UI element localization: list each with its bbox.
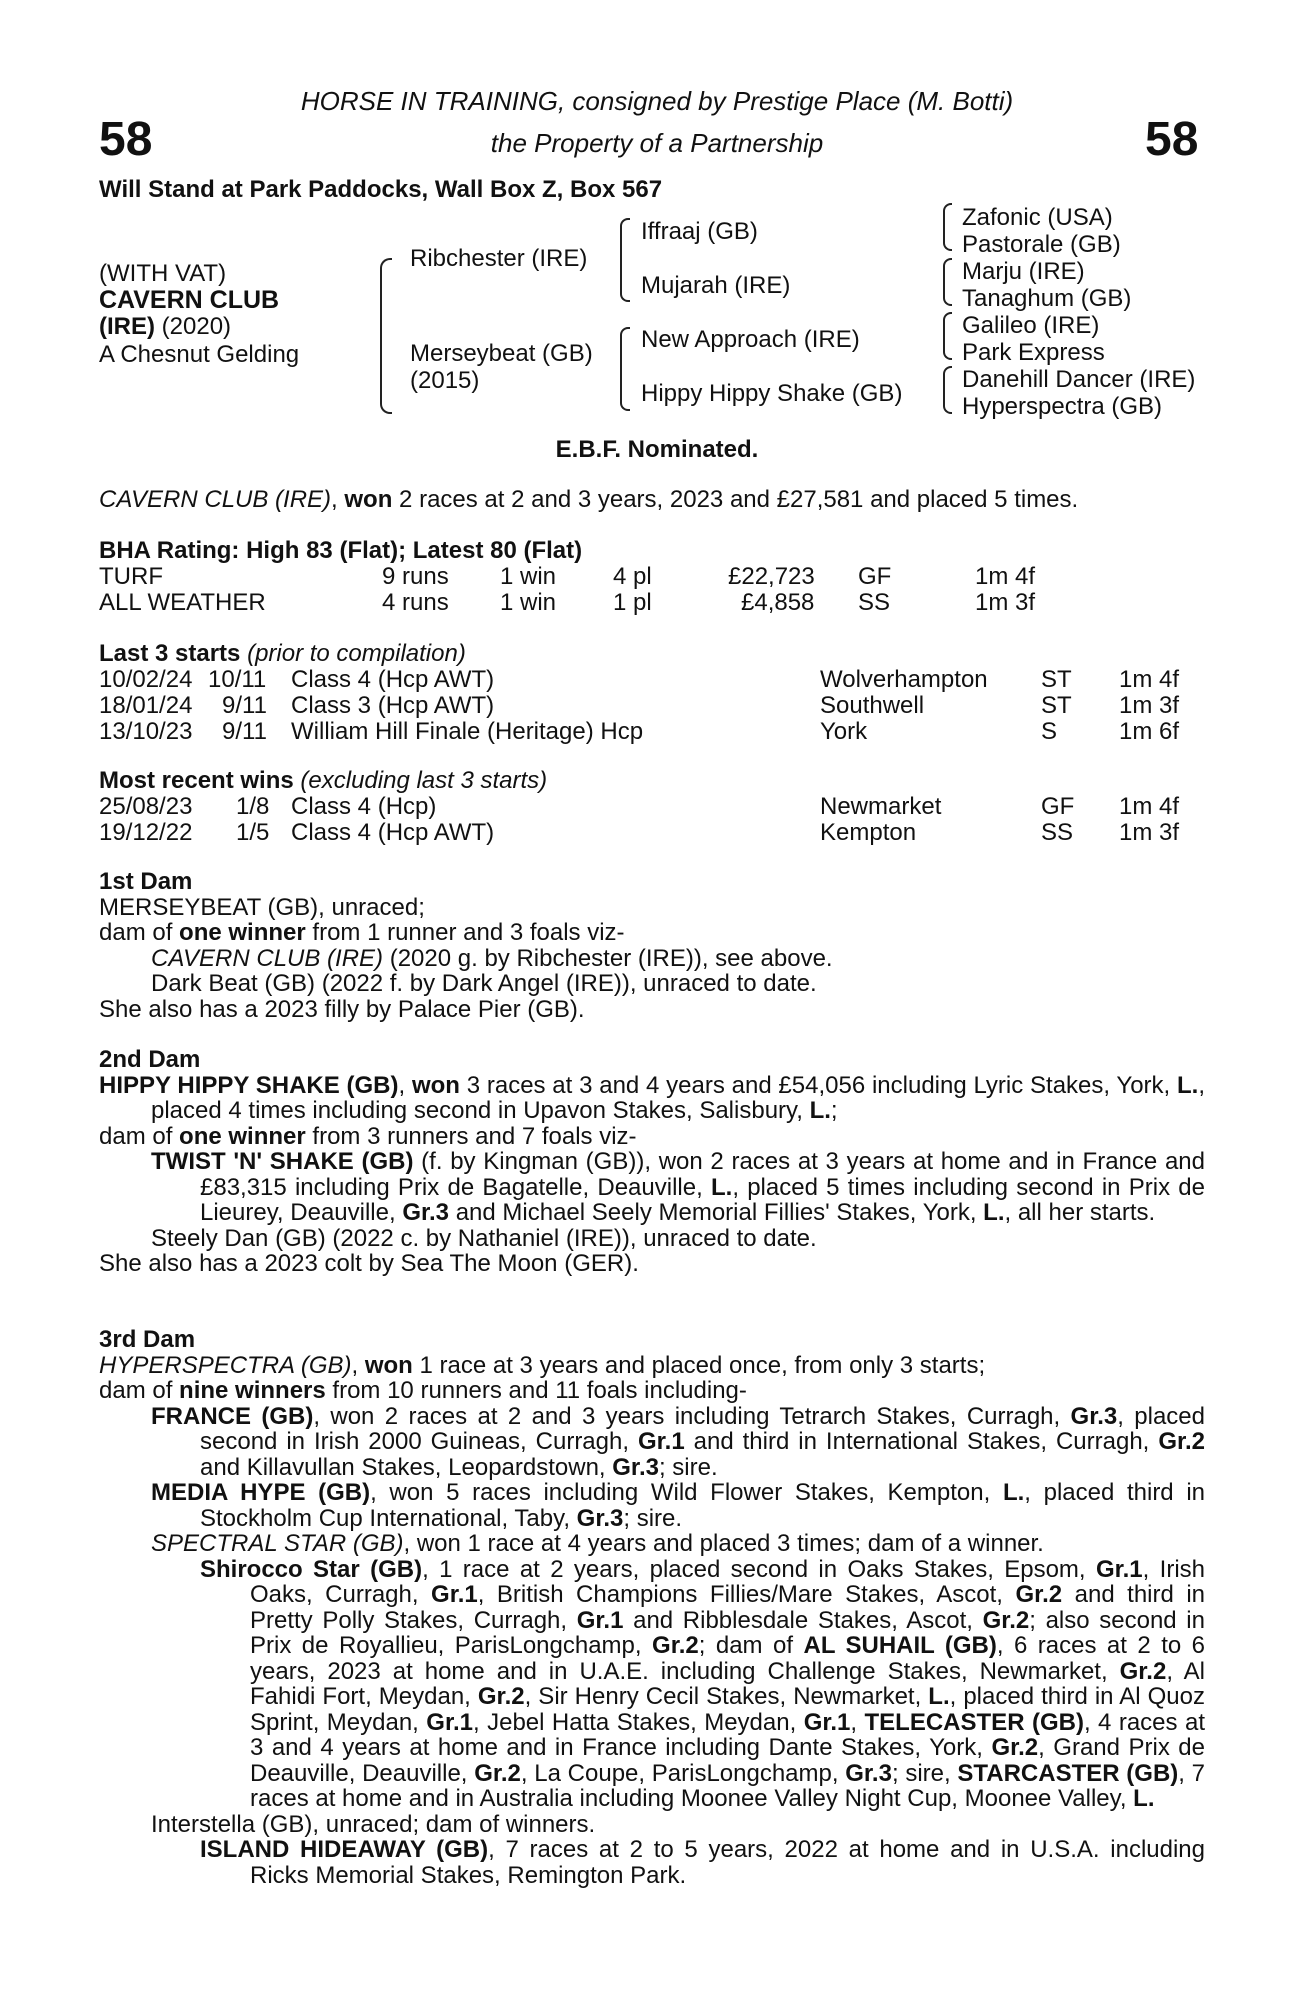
pedigree-brace-g1	[943, 203, 952, 251]
text: HYPERSPECTRA (GB)	[99, 1351, 352, 1379]
produce-item: Interstella (GB), unraced; dam of winners.	[151, 1810, 596, 1838]
text: L.	[1133, 1785, 1155, 1812]
pedigree-g4: Tanaghum (GB)	[962, 285, 1132, 312]
text: , won 2 races at 2 and 3 years including Tetrarch Stakes, Curragh,	[313, 1402, 1071, 1430]
text: Gr.2	[982, 1606, 1030, 1634]
win-position: 1/8	[236, 793, 270, 820]
text: , placed 5 times including second in Prix de Lieurey, Deauville,	[200, 1173, 1205, 1226]
text: and third in Pretty Polly Stakes, Curragh,	[250, 1581, 1206, 1634]
pedigree-brace-sire	[620, 218, 630, 302]
produce-item	[99, 1149, 1205, 1226]
text: , British Champions Fillies/Mare Stakes, Ascot,	[477, 1581, 1016, 1608]
win-position: 1/5	[236, 819, 270, 846]
pedigree-brace-main	[380, 258, 392, 414]
text: won	[364, 1351, 413, 1379]
rating-surface: TURF	[99, 563, 163, 590]
rating-prize: £4,858	[741, 589, 815, 616]
start-course: York	[820, 718, 868, 745]
pedigree-g3: Marju (IRE)	[962, 258, 1085, 285]
produce-item	[99, 1531, 1205, 1557]
win-race: Class 4 (Hcp AWT)	[291, 819, 495, 846]
pedigree-dam: Merseybeat (GB)	[410, 340, 593, 367]
vat-note: (WITH VAT)	[99, 260, 227, 287]
rating-surface: ALL WEATHER	[99, 589, 266, 616]
pedigree-brace-g2	[943, 258, 952, 306]
second-dam-title: 2nd Dam	[99, 1046, 201, 1073]
second-dam-section	[99, 1047, 1205, 1277]
text: Gr.2	[652, 1632, 699, 1659]
text: Gr.3	[1070, 1402, 1118, 1430]
text: , Jebel Hatta Stakes, Meydan,	[473, 1708, 804, 1736]
start-distance: 1m 6f	[1119, 718, 1180, 745]
text: STARCASTER (GB)	[957, 1759, 1179, 1787]
text: Gr.1	[637, 1428, 685, 1455]
start-race: Class 4 (Hcp AWT)	[291, 666, 495, 693]
text: Gr.2	[477, 1683, 525, 1710]
text: (2020 g. by Ribchester (IRE)), see above.	[383, 944, 833, 972]
second-dam-record	[99, 1073, 1205, 1124]
text: Gr.1	[431, 1581, 478, 1608]
produce-item	[99, 946, 1205, 972]
text: , La Coupe, ParisLongchamp,	[520, 1759, 846, 1787]
text: Gr.2	[991, 1734, 1039, 1761]
lot-number-left: 58	[99, 113, 153, 166]
win-course: Newmarket	[820, 793, 942, 820]
rating-runs: 9 runs	[382, 563, 449, 590]
text: , won 1 race at 4 years and placed 3 times; dam of a winner.	[403, 1530, 1044, 1557]
start-going: S	[1041, 718, 1058, 745]
rating-going: GF	[858, 563, 892, 590]
text: ; sire.	[658, 1453, 718, 1481]
text: ; also second in Prix de Royallieu, ParisLongchamp,	[250, 1606, 1205, 1659]
text: AL SUHAIL (GB)	[803, 1632, 997, 1659]
rating-distance: 1m 4f	[975, 563, 1036, 590]
start-position: 9/11	[222, 692, 267, 719]
text: SPECTRAL STAR (GB)	[151, 1530, 404, 1557]
bha-rating-title: BHA Rating: High 83 (Flat); Latest 80 (Flat)	[99, 537, 583, 564]
start-race: William Hill Finale (Heritage) Hcp	[291, 718, 644, 745]
text: L.	[928, 1683, 950, 1710]
recent-heading	[99, 767, 547, 795]
pedigree-g8: Hyperspectra (GB)	[962, 393, 1163, 420]
stand-location: Will Stand at Park Paddocks, Wall Box Z, Box 567	[99, 176, 663, 203]
text: Gr.1	[576, 1606, 624, 1634]
text: from 3 runners and 7 foals viz-	[305, 1122, 637, 1150]
produce-item	[99, 1480, 1205, 1531]
race-summary: CAVERN CLUB (IRE), won 2 races at 2 and 3 years, 2023 and £27,581 and placed 5 times.	[99, 486, 1079, 513]
pedigree-dam-sire: New Approach (IRE)	[641, 326, 860, 353]
text: TELECASTER (GB)	[864, 1708, 1084, 1736]
produce-item	[99, 1557, 1205, 1812]
text: and Michael Seely Memorial Fillies' Stakes, York,	[449, 1199, 984, 1226]
text: Gr.3	[402, 1199, 450, 1226]
recent-title: Most recent wins	[99, 767, 294, 794]
text: , placed second in Irish 2000 Guineas, Curragh,	[200, 1402, 1205, 1455]
pedigree-sire: Ribchester (IRE)	[410, 245, 588, 272]
text: L.	[983, 1199, 1005, 1226]
text: L.	[809, 1097, 831, 1124]
pedigree-dam-year: (2015)	[410, 367, 480, 394]
text: dam of	[99, 1122, 180, 1150]
start-date: 13/10/23	[99, 718, 193, 745]
pedigree-dam-dam: Hippy Hippy Shake (GB)	[641, 380, 903, 407]
pedigree-brace-dam	[620, 327, 630, 411]
text: ; sire.	[623, 1504, 683, 1532]
text: Shirocco Star (GB)	[200, 1555, 423, 1583]
first-dam-produce	[99, 920, 1205, 946]
horse-origin	[99, 313, 231, 341]
produce-item	[99, 1404, 1205, 1481]
pedigree-sire-sire: Iffraaj (GB)	[641, 218, 758, 245]
text: L.	[1002, 1479, 1025, 1506]
start-going: ST	[1041, 666, 1072, 693]
pedigree-g6: Park Express	[962, 339, 1105, 366]
text: TWIST 'N' SHAKE (GB)	[151, 1148, 414, 1175]
start-distance: 1m 3f	[1119, 692, 1180, 719]
win-distance: 1m 3f	[1119, 819, 1180, 846]
text: , Al Fahidi Fort, Meydan,	[250, 1657, 1205, 1710]
text: ,	[398, 1071, 412, 1099]
start-race: Class 3 (Hcp AWT)	[291, 692, 495, 719]
text: , 1 race at 2 years, placed second in Oaks Stakes, Epsom,	[422, 1555, 1096, 1583]
start-position: 9/11	[222, 718, 267, 745]
text: 1 race at 3 years and placed once, from only 3 starts;	[412, 1351, 986, 1379]
first-dam-note: She also has a 2023 filly by Palace Pier (GB).	[99, 995, 585, 1023]
text: , won 5 races including Wild Flower Stakes, Kempton,	[370, 1479, 1003, 1506]
text: L.	[1177, 1071, 1199, 1099]
text: dam of	[99, 919, 180, 946]
text: , 4 races at 3 and 4 years at home and in France including Dante Stakes, York,	[250, 1708, 1205, 1761]
text: won	[411, 1071, 460, 1099]
first-dam-name: MERSEYBEAT (GB), unraced;	[99, 893, 425, 921]
rating-distance: 1m 3f	[975, 589, 1036, 616]
text: , Grand Prix de Deauville, Deauville,	[250, 1734, 1206, 1787]
second-dam-produce	[99, 1124, 1205, 1150]
pedigree-g7: Danehill Dancer (IRE)	[962, 366, 1196, 393]
pedigree-g1: Zafonic (USA)	[962, 204, 1113, 231]
text: dam of	[99, 1377, 180, 1404]
text: one winner	[179, 1122, 306, 1150]
third-dam-record	[99, 1353, 1205, 1379]
start-position: 10/11	[208, 666, 267, 693]
recent-note: (excluding last 3 starts)	[300, 767, 548, 794]
text: Gr.2	[1158, 1428, 1206, 1455]
text: ISLAND HIDEAWAY (GB)	[200, 1836, 489, 1863]
text: , placed third in Al Quoz Sprint, Meydan,	[250, 1683, 1205, 1736]
summary-horse: CAVERN CLUB (IRE)	[99, 486, 332, 513]
text: Gr.1	[803, 1708, 851, 1736]
text: , 7 races at 2 to 5 years, 2022 at home and in U.S.A. including Ricks Memorial Stakes, Remington Park.	[250, 1836, 1206, 1889]
text: Gr.3	[845, 1759, 892, 1787]
horse-description: A Chesnut Gelding	[99, 341, 300, 368]
text: Gr.3	[576, 1504, 624, 1532]
start-distance: 1m 4f	[1119, 666, 1180, 693]
produce-item: Steely Dan (GB) (2022 c. by Nathaniel (IRE)), unraced to date.	[151, 1224, 817, 1252]
horse-year: (2020)	[161, 313, 232, 340]
second-dam-note: She also has a 2023 colt by Sea The Moon (GER).	[99, 1250, 639, 1277]
rating-wins: 1 win	[500, 589, 557, 616]
pedigree-brace-g3	[943, 312, 952, 360]
produce-item	[99, 1837, 1205, 1888]
pedigree-g5: Galileo (IRE)	[962, 312, 1100, 339]
pedigree-sire-dam: Mujarah (IRE)	[641, 272, 791, 299]
text: Gr.2	[474, 1759, 521, 1787]
horse-country: (IRE)	[99, 313, 155, 340]
text: and Killavullan Stakes, Leopardstown,	[200, 1453, 613, 1481]
last3-note: (prior to compilation)	[247, 640, 466, 667]
text: CAVERN CLUB (IRE)	[151, 944, 384, 972]
win-date: 19/12/22	[99, 819, 193, 846]
text: , Irish Oaks, Curragh,	[250, 1555, 1205, 1608]
text: and third in International Stakes, Curragh,	[684, 1428, 1159, 1455]
rating-going: SS	[858, 589, 891, 616]
text: ,	[850, 1708, 865, 1736]
win-going: GF	[1041, 793, 1075, 820]
start-date: 18/01/24	[99, 692, 193, 719]
third-dam-title: 3rd Dam	[99, 1326, 196, 1353]
third-dam-produce	[99, 1378, 1205, 1404]
text: (f. by Kingman (GB)), won 2 races at 3 years at home and in France and £83,315 including Prix de Bagatelle, Deauville,	[200, 1148, 1205, 1201]
horse-name: CAVERN CLUB	[99, 286, 280, 314]
last3-heading	[99, 640, 466, 668]
pedigree-g2: Pastorale (GB)	[962, 231, 1121, 258]
start-course: Wolverhampton	[820, 666, 988, 693]
text: Gr.2	[1015, 1581, 1063, 1608]
win-going: SS	[1041, 819, 1074, 846]
text: ;	[830, 1097, 838, 1124]
text: nine winners	[179, 1377, 326, 1404]
rating-wins: 1 win	[500, 563, 557, 590]
win-date: 25/08/23	[99, 793, 193, 820]
rating-placed: 1 pl	[613, 589, 652, 616]
text: L.	[710, 1173, 733, 1201]
text: HIPPY HIPPY SHAKE (GB)	[99, 1071, 399, 1099]
rating-placed: 4 pl	[613, 563, 652, 590]
text: , placed third in Stockholm Cup International, Taby,	[200, 1479, 1205, 1532]
consignor-line: HORSE IN TRAINING, consigned by Prestige Place (M. Botti)	[300, 86, 1014, 116]
first-dam-section	[99, 869, 1205, 1022]
text: ; dam of	[698, 1632, 804, 1659]
rating-runs: 4 runs	[382, 589, 449, 616]
win-course: Kempton	[820, 819, 917, 846]
property-line: the Property of a Partnership	[490, 128, 824, 158]
summary-text: 2 races at 2 and 3 years, 2023 and £27,581 and placed 5 times.	[392, 486, 1079, 513]
win-distance: 1m 4f	[1119, 793, 1180, 820]
text: and Ribblesdale Stakes, Ascot,	[623, 1606, 983, 1634]
text: Gr.3	[612, 1453, 659, 1481]
pedigree-brace-g4	[943, 366, 952, 414]
text: Gr.1	[426, 1708, 473, 1736]
last3-title: Last 3 starts	[99, 640, 241, 667]
text: , placed 4 times including second in Upavon Stakes, Salisbury,	[151, 1071, 1205, 1124]
text: Gr.1	[1095, 1555, 1143, 1583]
start-going: ST	[1041, 692, 1072, 719]
text: , 7 races at home and in Australia including Moonee Valley Night Cup, Moonee Valley,	[250, 1759, 1206, 1812]
text: one winner	[179, 919, 306, 946]
text: from 1 runner and 3 foals viz-	[305, 919, 625, 946]
produce-item: Dark Beat (GB) (2022 f. by Dark Angel (IRE)), unraced to date.	[151, 970, 817, 997]
ebf-nominated: E.B.F. Nominated.	[555, 436, 759, 463]
text: FRANCE (GB)	[151, 1402, 314, 1430]
text: , 6 races at 2 to 6 years, 2023 at home and in U.A.E. including Challenge Stakes, Newmarket,	[250, 1632, 1206, 1685]
third-dam-section	[99, 1327, 1205, 1888]
first-dam-title: 1st Dam	[99, 868, 193, 895]
text: ; sire,	[891, 1759, 958, 1787]
text: 3 races at 3 and 4 years and £54,056 including Lyric Stakes, York,	[459, 1071, 1177, 1099]
start-date: 10/02/24	[99, 666, 193, 693]
rating-prize: £22,723	[728, 563, 815, 590]
text: , Sir Henry Cecil Stakes, Newmarket,	[524, 1683, 929, 1710]
start-course: Southwell	[820, 692, 925, 719]
summary-won: won	[344, 486, 393, 513]
win-race: Class 4 (Hcp)	[291, 793, 437, 820]
text: , all her starts.	[1004, 1199, 1156, 1226]
text: from 10 runners and 11 foals including-	[325, 1377, 747, 1404]
text: Gr.2	[1119, 1657, 1167, 1685]
text: MEDIA HYPE (GB)	[151, 1479, 371, 1506]
text: ,	[351, 1351, 365, 1379]
lot-number-right: 58	[1145, 113, 1199, 166]
